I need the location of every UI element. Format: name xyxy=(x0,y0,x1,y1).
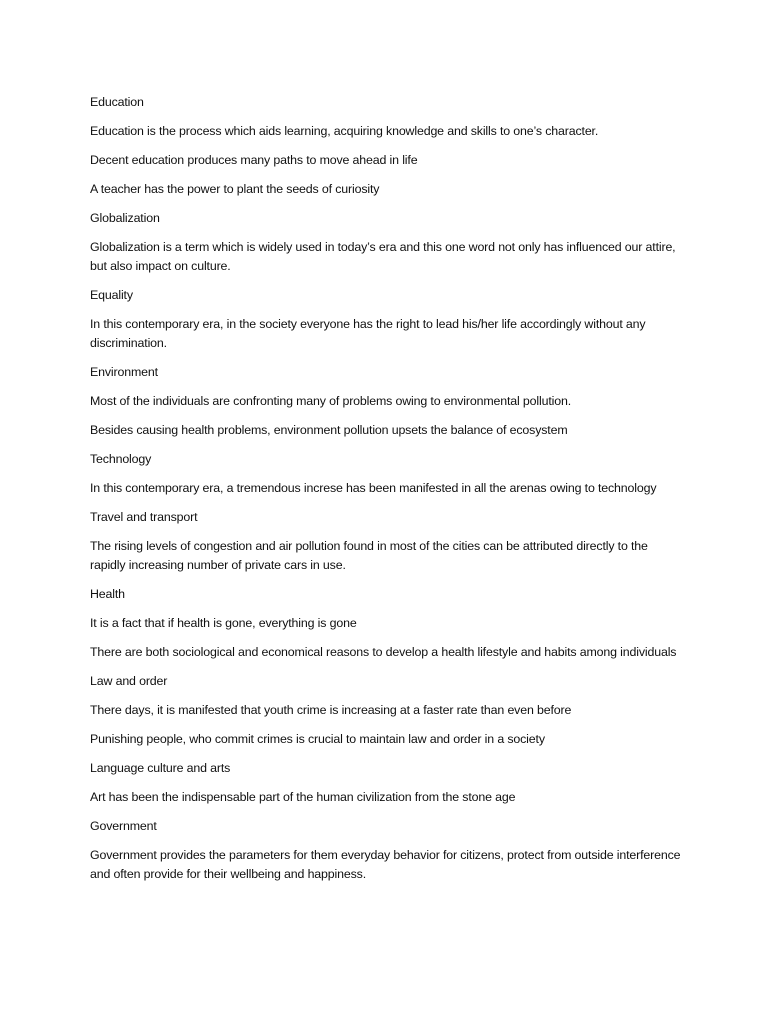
heading-environment: Environment xyxy=(90,365,158,379)
paragraph-education-paths: Decent education produces many paths to move ahead in life xyxy=(90,153,418,167)
heading-equality: Equality xyxy=(90,288,133,302)
heading-government: Government xyxy=(90,819,157,833)
paragraph-equality: In this contemporary era, in the society everyone has the right to lead his/her life accordingly without any discrimination. xyxy=(90,317,646,350)
paragraph-government: Government provides the parameters for them everyday behavior for citizens, protect from outside interference and often provide for their wellbeing and happiness. xyxy=(90,848,681,881)
document-body xyxy=(90,93,682,894)
paragraph-globalization: Globalization is a term which is widely used in today’s era and this one word not only has influenced our attire, but also impact on culture. xyxy=(90,240,676,273)
paragraph-environment-ecosystem: Besides causing health problems, environment pollution upsets the balance of ecosystem xyxy=(90,423,568,437)
heading-travel-and-transport: Travel and transport xyxy=(90,510,198,524)
heading-globalization: Globalization xyxy=(90,211,160,225)
paragraph-education-teacher: A teacher has the power to plant the seeds of curiosity xyxy=(90,182,380,196)
paragraph-health-gone: It is a fact that if health is gone, everything is gone xyxy=(90,616,357,630)
heading-technology: Technology xyxy=(90,452,152,466)
paragraph-environment-pollution: Most of the individuals are confronting many of problems owing to environmental pollution. xyxy=(90,394,572,408)
heading-education: Education xyxy=(90,95,144,109)
heading-language-culture-arts: Language culture and arts xyxy=(90,761,231,775)
heading-law-and-order: Law and order xyxy=(90,674,168,688)
paragraph-technology: In this contemporary era, a tremendous increse has been manifested in all the arenas owing to technology xyxy=(90,481,657,495)
paragraph-art: Art has been the indispensable part of the human civilization from the stone age xyxy=(90,790,516,804)
heading-health: Health xyxy=(90,587,125,601)
paragraph-law-punishing: Punishing people, who commit crimes is crucial to maintain law and order in a society xyxy=(90,732,545,746)
paragraph-education-definition: Education is the process which aids learning, acquiring knowledge and skills to one’s character. xyxy=(90,124,599,138)
paragraph-health-lifestyle: There are both sociological and economical reasons to develop a health lifestyle and habits among individuals xyxy=(90,645,677,659)
paragraph-travel-and-transport: The rising levels of congestion and air pollution found in most of the cities can be attributed directly to the rapidly increasing number of private cars in use. xyxy=(90,539,648,572)
paragraph-law-youth-crime: There days, it is manifested that youth crime is increasing at a faster rate than even before xyxy=(90,703,572,717)
